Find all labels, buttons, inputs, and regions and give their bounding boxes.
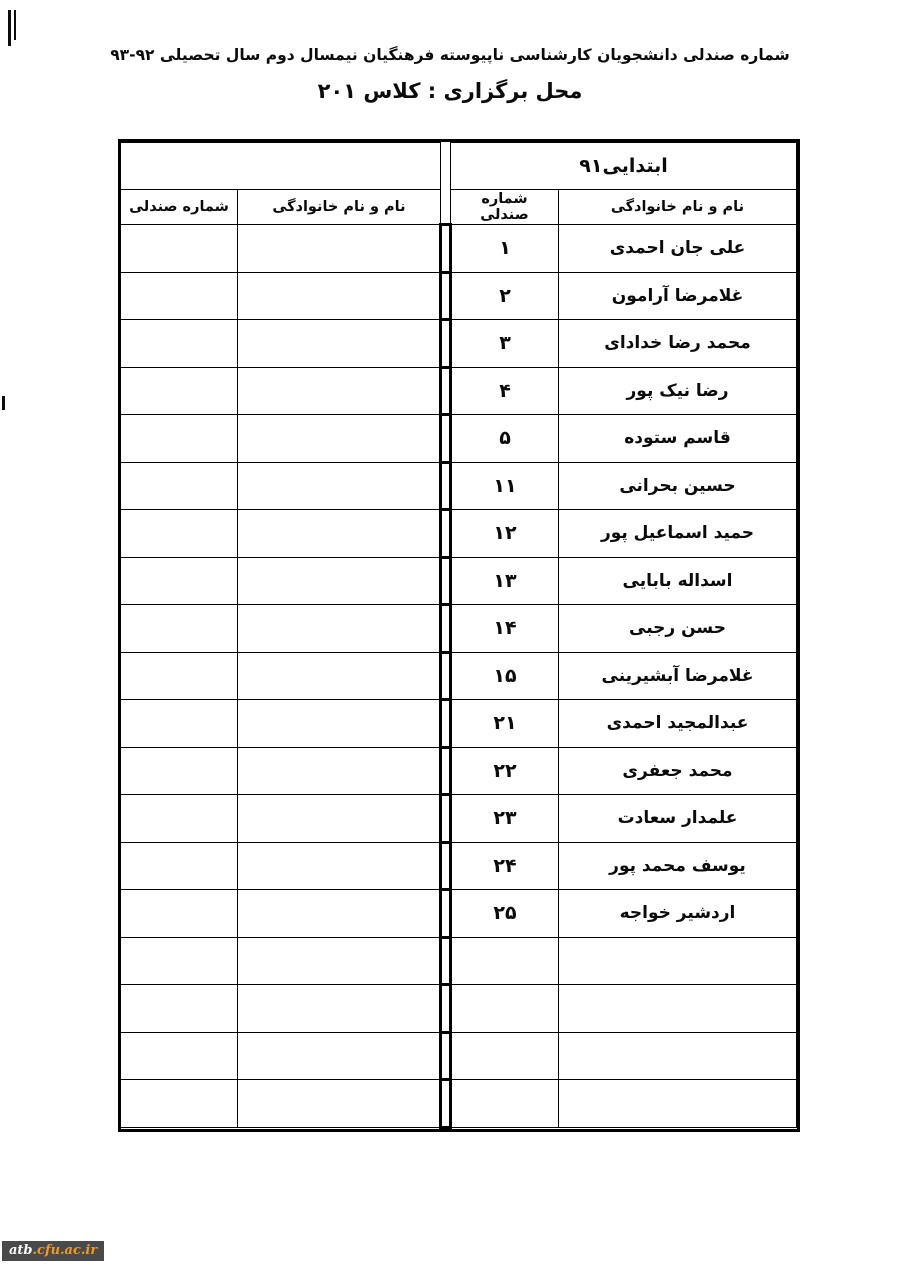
cell-student-name-left	[237, 795, 440, 843]
table-center-divider	[440, 652, 450, 700]
cell-seat-number-left	[120, 605, 237, 653]
cell-student-name-left	[237, 985, 440, 1033]
cell-seat-number-right: ۱۴	[450, 605, 558, 653]
cell-seat-number-right: ۵	[450, 415, 558, 463]
table-center-divider	[440, 415, 450, 463]
cell-student-name-right: اردشیر خواجه	[559, 890, 797, 938]
cell-seat-number-left	[120, 795, 237, 843]
table-row	[120, 652, 796, 700]
table-center-divider	[440, 700, 450, 748]
cell-student-name-left	[237, 937, 440, 985]
cell-student-name-left	[237, 557, 440, 605]
cell-student-name-left	[237, 415, 440, 463]
cell-seat-number-right: ۲۴	[450, 842, 558, 890]
cell-student-name-right: حمید اسماعیل پور	[559, 510, 797, 558]
cell-seat-number-left	[120, 510, 237, 558]
cell-seat-number-left	[120, 557, 237, 605]
table-row	[120, 605, 796, 653]
cell-seat-number-right: ۱۳	[450, 557, 558, 605]
page-title: شماره صندلی دانشجویان کارشناسی ناپیوسته فرهنگیان نیمسال دوم سال تحصیلی ۹۲-۹۳	[110, 46, 790, 64]
cell-student-name-right: قاسم ستوده	[559, 415, 797, 463]
scan-artifact-middle	[2, 396, 5, 410]
cell-student-name-right: علی جان احمدی	[559, 225, 797, 273]
cell-student-name-right	[559, 985, 797, 1033]
cell-student-name-right: اسداله بابایی	[559, 557, 797, 605]
cell-seat-number-left	[120, 320, 237, 368]
table-head	[120, 143, 796, 225]
cell-seat-number-right: ۱۲	[450, 510, 558, 558]
cell-student-name-left	[237, 462, 440, 510]
table-center-divider	[440, 890, 450, 938]
cell-seat-number-left	[120, 842, 237, 890]
seat-assignment-table	[120, 142, 797, 1129]
cell-student-name-right	[559, 1032, 797, 1080]
cell-student-name-left	[237, 1032, 440, 1080]
cell-student-name-left	[237, 605, 440, 653]
cell-student-name-right: محمد رضا خدادای	[559, 320, 797, 368]
table-center-divider-header-2	[440, 190, 450, 225]
table-row	[120, 700, 796, 748]
cell-student-name-left	[237, 367, 440, 415]
cell-seat-number-left	[120, 1080, 237, 1128]
table-row	[120, 557, 796, 605]
cell-seat-number-right: ۲	[450, 272, 558, 320]
cell-seat-number-right	[450, 1032, 558, 1080]
table-row	[120, 1032, 796, 1080]
table-center-divider	[440, 937, 450, 985]
table-row	[120, 510, 796, 558]
table-center-divider	[440, 1080, 450, 1128]
cell-seat-number-right: ۱۵	[450, 652, 558, 700]
watermark-text-domain: .cfu.ac.ir	[32, 1243, 98, 1258]
table-center-divider	[440, 747, 450, 795]
cell-seat-number-right	[450, 985, 558, 1033]
table-center-divider	[440, 605, 450, 653]
table-center-divider	[440, 225, 450, 273]
cell-student-name-right: غلامرضا آبشیرینی	[559, 652, 797, 700]
cell-seat-number-left	[120, 225, 237, 273]
table-row	[120, 985, 796, 1033]
table-row	[120, 320, 796, 368]
table-row	[120, 937, 796, 985]
cell-student-name-left	[237, 225, 440, 273]
page-subtitle: محل برگزاری : کلاس ۲۰۱	[317, 79, 583, 104]
cell-student-name-left	[237, 747, 440, 795]
cell-student-name-right: محمد جعفری	[559, 747, 797, 795]
cell-seat-number-right: ۲۵	[450, 890, 558, 938]
table-row	[120, 842, 796, 890]
cell-seat-number-left	[120, 700, 237, 748]
cell-student-name-left	[237, 890, 440, 938]
seat-assignment-table-container	[118, 139, 800, 1132]
table-center-divider	[440, 510, 450, 558]
column-header-name-left: نام و نام خانوادگی	[237, 190, 440, 225]
table-row	[120, 367, 796, 415]
group-header-left	[120, 143, 440, 190]
cell-student-name-right: حسن رجبی	[559, 605, 797, 653]
cell-seat-number-right	[450, 1080, 558, 1128]
table-center-divider	[440, 795, 450, 843]
cell-student-name-left	[237, 1080, 440, 1128]
cell-student-name-right: علمدار سعادت	[559, 795, 797, 843]
cell-student-name-right: غلامرضا آرامون	[559, 272, 797, 320]
column-header-row	[120, 190, 796, 225]
table-center-divider	[440, 320, 450, 368]
table-center-divider	[440, 462, 450, 510]
site-watermark	[2, 1241, 104, 1261]
table-center-divider	[440, 1032, 450, 1080]
table-row	[120, 225, 796, 273]
cell-seat-number-left	[120, 985, 237, 1033]
cell-student-name-left	[237, 510, 440, 558]
table-row	[120, 795, 796, 843]
cell-student-name-right	[559, 1080, 797, 1128]
table-row	[120, 415, 796, 463]
cell-seat-number-left	[120, 462, 237, 510]
cell-seat-number-left	[120, 272, 237, 320]
cell-seat-number-right	[450, 937, 558, 985]
cell-seat-number-right: ۲۲	[450, 747, 558, 795]
cell-seat-number-left	[120, 937, 237, 985]
table-center-divider	[440, 272, 450, 320]
column-header-name-right: نام و نام خانوادگی	[559, 190, 797, 225]
table-row	[120, 890, 796, 938]
table-center-divider-header	[440, 143, 450, 190]
table-body	[120, 225, 796, 1128]
cell-seat-number-left	[120, 1032, 237, 1080]
watermark-text-primary: atb	[9, 1243, 33, 1258]
cell-student-name-right: رضا نیک پور	[559, 367, 797, 415]
cell-student-name-left	[237, 842, 440, 890]
cell-student-name-left	[237, 272, 440, 320]
group-header-right: ابتدایی۹۱	[450, 143, 796, 190]
cell-seat-number-left	[120, 415, 237, 463]
cell-student-name-right: عبدالمجید احمدی	[559, 700, 797, 748]
cell-student-name-right	[559, 937, 797, 985]
table-center-divider	[440, 367, 450, 415]
cell-seat-number-right: ۱۱	[450, 462, 558, 510]
cell-seat-number-left	[120, 652, 237, 700]
cell-seat-number-right: ۴	[450, 367, 558, 415]
table-row	[120, 747, 796, 795]
cell-seat-number-left	[120, 890, 237, 938]
cell-seat-number-right: ۱	[450, 225, 558, 273]
table-center-divider	[440, 557, 450, 605]
cell-seat-number-right: ۳	[450, 320, 558, 368]
group-header-row	[120, 143, 796, 190]
cell-student-name-left	[237, 320, 440, 368]
cell-student-name-right: حسین بحرانی	[559, 462, 797, 510]
table-row	[120, 1080, 796, 1128]
cell-student-name-right: یوسف محمد پور	[559, 842, 797, 890]
cell-student-name-left	[237, 652, 440, 700]
column-header-seat-right: شماره صندلی	[450, 190, 558, 225]
column-header-seat-left: شماره صندلی	[120, 190, 237, 225]
table-center-divider	[440, 985, 450, 1033]
cell-student-name-left	[237, 700, 440, 748]
table-row	[120, 462, 796, 510]
cell-seat-number-left	[120, 747, 237, 795]
cell-seat-number-left	[120, 367, 237, 415]
cell-seat-number-right: ۲۳	[450, 795, 558, 843]
table-center-divider	[440, 842, 450, 890]
cell-seat-number-right: ۲۱	[450, 700, 558, 748]
document-header	[0, 0, 900, 103]
table-row	[120, 272, 796, 320]
